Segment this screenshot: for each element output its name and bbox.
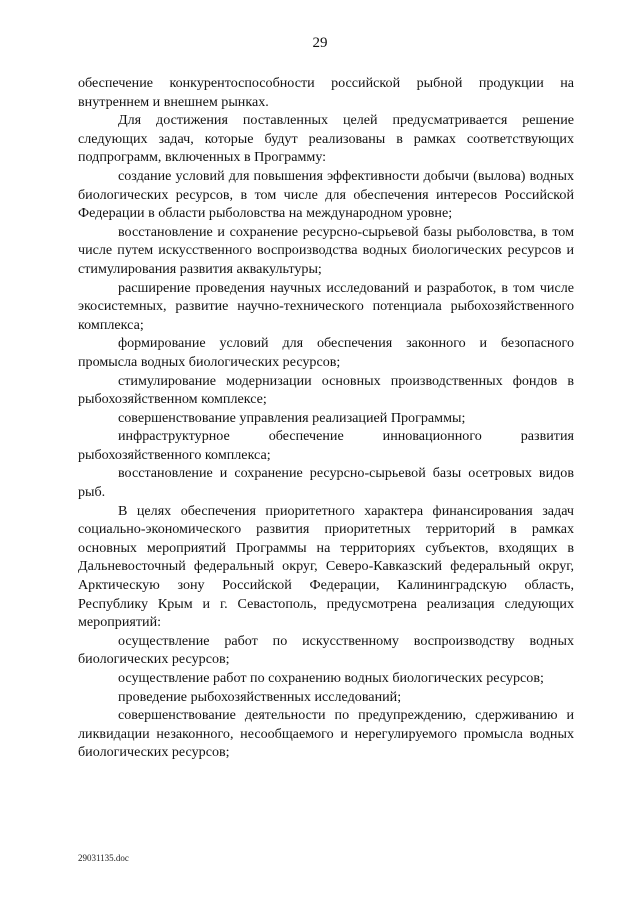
paragraph-15: совершенствование деятельности по предупреждению, сдерживанию и ликвидации незаконного, несообщаемого и нерегулируемого промысла водных биологических ресурсов; xyxy=(78,707,574,761)
paragraph-12: осуществление работ по искусственному воспроизводству водных биологических ресурсов; xyxy=(78,632,574,668)
page-number: 29 xyxy=(312,35,328,51)
paragraph-3: создание условий для повышения эффективности добычи (вылова) водных биологических ресурсов, в том числе для обеспечения интересов Российской Федерации в области рыболовства на международном уровне; xyxy=(78,167,574,222)
body-text xyxy=(78,74,574,762)
file-name-footer: 29031135.doc xyxy=(78,853,129,863)
paragraph-6: формирование условий для обеспечения законного и безопасного промысла водных биологических ресурсов; xyxy=(78,335,574,370)
paragraph-9: инфраструктурное обеспечение инновационного развития рыбохозяйственного комплекса; xyxy=(78,428,574,463)
paragraph-11: В целях обеспечения приоритетного характера финансирования задач социально-экономического развития приоритетных территорий в рамках основных мероприятий Программы на территориях субъектов, входящих в Дальневосточный федеральный округ, Северо-Кавказский федеральный округ, Арктическую зону Российской Федерации, Калининградскую область, Республику Крым и г. Севастополь, предусмотрена реализация следующих мероприятий: xyxy=(78,502,574,631)
paragraph-8: совершенствование управления реализацией Программы; xyxy=(118,409,466,426)
paragraph-4: восстановление и сохранение ресурсно-сырьевой базы рыболовства, в том числе путем искусственного воспроизводства водных биологических ресурсов и стимулирования развития аквакультуры; xyxy=(78,223,574,277)
paragraph-1: обеспечение конкурентоспособности российской рыбной продукции на внутреннем и внешнем рынках. xyxy=(78,75,574,110)
paragraph-7: стимулирование модернизации основных производственных фондов в рыбохозяйственном комплексе; xyxy=(78,372,574,408)
paragraph-14: проведение рыбохозяйственных исследований; xyxy=(118,688,402,705)
paragraph-5: расширение проведения научных исследований и разработок, в том числе экосистемных, развитие научно-технического потенциала рыбохозяйственного комплекса; xyxy=(78,279,574,333)
paragraph-2: Для достижения поставленных целей предусматривается решение следующих задач, которые будут реализованы в рамках соответствующих подпрограмм, включенных в Программу: xyxy=(78,112,574,166)
paragraph-10: восстановление и сохранение ресурсно-сырьевой базы осетровых видов рыб. xyxy=(78,465,574,501)
paragraph-13: осуществление работ по сохранению водных биологических ресурсов; xyxy=(118,670,544,686)
